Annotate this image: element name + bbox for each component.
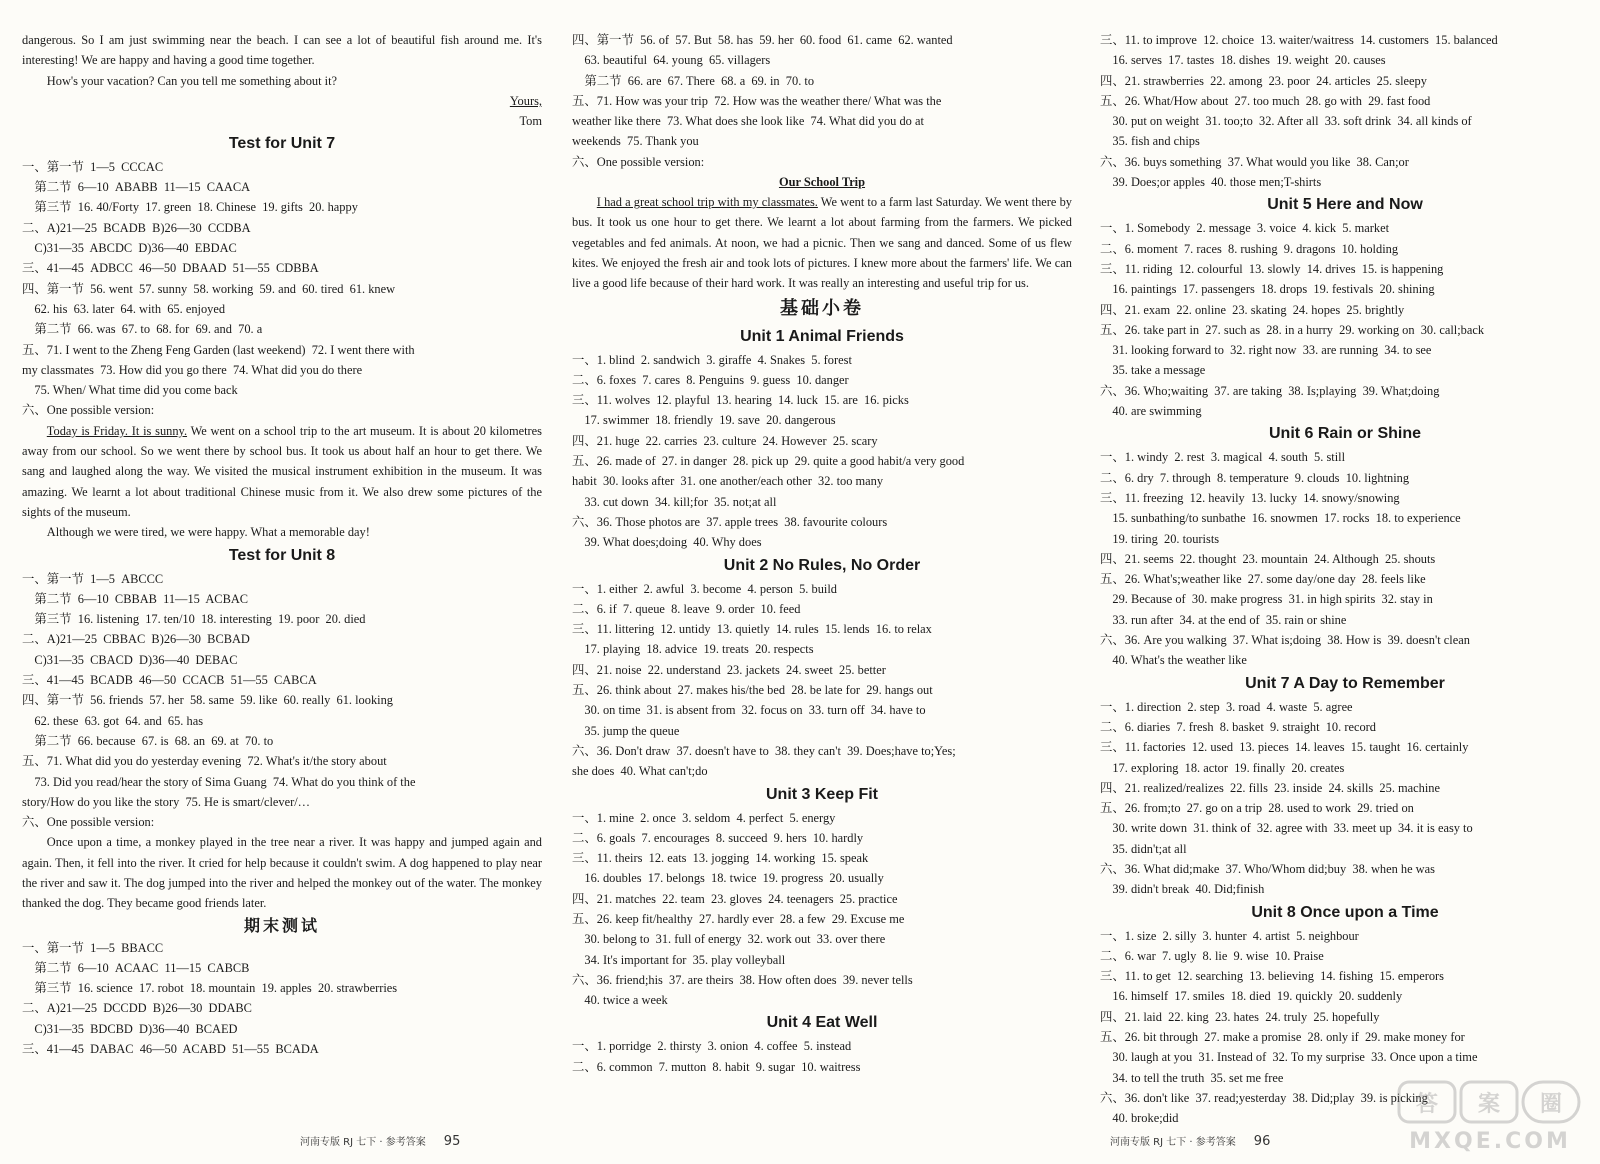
unit7-title: Unit 7 A Day to Remember [1245, 674, 1445, 692]
answer-line: 四、第一节 56. went 57. sunny 58. working 59. and 60. tired 61. knew [22, 281, 396, 296]
answer-line: C)31—35 CBACD D)36—40 DEBAC [22, 652, 238, 667]
essay-topic-sentence: I had a great school trip with my classmates. [596, 195, 818, 210]
answer-line: 二、6. foxes 7. cares 8. Penguins 9. guess 10. danger [572, 372, 849, 387]
answer-line: 四、21. noise 22. understand 23. jackets 24. sweet 25. better [572, 662, 886, 677]
answer-line: 四、21. matches 22. team 23. gloves 24. teenagers 25. practice [572, 891, 898, 906]
answer-line: C)31—35 BDCBD D)36—40 BCAED [22, 1021, 238, 1036]
answer-line: 第三节 16. listening 17. ten/10 18. interesting 19. poor 20. died [22, 612, 366, 627]
answer-line: 五、26. think about 27. makes his/the bed 28. be late for 29. hangs out [572, 683, 933, 698]
answer-line: 第三节 16. 40/Forty 17. green 18. Chinese 19. gifts 20. happy [22, 200, 358, 215]
answer-line: 六、36. friend;his 37. are theirs 38. How often does 39. never tells [572, 972, 913, 987]
answer-line: 31. looking forward to 32. right now 33. are running 34. to see [1100, 343, 1432, 358]
answer-line: 六、36. Don't draw 37. doesn't have to 38. they can't 39. Does;have to;Yes; [572, 743, 956, 758]
answer-line: 第二节 66. was 67. to 68. for 69. and 70. a [22, 322, 263, 337]
answer-line: 二、A)21—25 BCADB B)26—30 CCDBA [22, 220, 251, 235]
letter-intro: dangerous. So I am just swimming near the beach. I can see a lot of beautiful fish around me. It's interesting! We are happy and having a good time together. [22, 33, 542, 68]
svg-text:圈: 圈 [1539, 1092, 1563, 1117]
answer-line: 三、41—45 ADBCC 46—50 DBAAD 51—55 CDBBA [22, 261, 319, 276]
answer-line: 四、21. realized/realizes 22. fills 23. inside 24. skills 25. machine [1100, 780, 1440, 795]
unit6-answers [1100, 447, 1590, 670]
answer-line: 一、1. porridge 2. thirsty 3. onion 4. coffee 5. instead [572, 1039, 852, 1054]
answer-line: 33. cut down 34. kill;for 35. not;at all [572, 494, 777, 509]
answer-line: 30. laugh at you 31. Instead of 32. To my surprise 33. Once upon a time [1100, 1050, 1478, 1065]
answer-line: 33. run after 34. at the end of 35. rain or shine [1100, 612, 1347, 627]
answer-line: 五、26. take part in 27. such as 28. in a hurry 29. working on 30. call;back [1100, 322, 1485, 337]
answer-line: 二、6. diaries 7. fresh 8. basket 9. straight 10. record [1100, 719, 1376, 734]
answer-line: 六、36. Who;waiting 37. are taking 38. Is;playing 39. What;doing [1100, 383, 1440, 398]
answer-line: 五、71. I went to the Zheng Feng Garden (last weekend) 72. I went there with [22, 342, 415, 357]
answer-line: 30. belong to 31. full of energy 32. work out 33. over there [572, 932, 886, 947]
answer-line: 六、36. don't like 37. read;yesterday 38. Did;play 39. is picking [1100, 1090, 1428, 1105]
answer-line: 39. What does;doing 40. Why does [572, 535, 762, 550]
unit2-title: Unit 2 No Rules, No Order [723, 556, 921, 574]
answer-line: 二、6. dry 7. through 8. temperature 9. clouds 10. lightning [1100, 470, 1410, 485]
unit3-answers [572, 808, 1072, 1011]
answer-line: 35. didn't;at all [1100, 841, 1187, 856]
answer-line: 一、第一节 1—5 ABCCC [22, 571, 164, 586]
answer-line: 三、11. freezing 12. heavily 13. lucky 14. snowy/snowing [1100, 490, 1400, 505]
school-trip-essay [572, 192, 1072, 293]
final-test-answers [22, 938, 542, 1060]
answer-line: 16. serves 17. tastes 18. dishes 19. weight 20. causes [1100, 53, 1386, 68]
answer-line: 35. take a message [1100, 363, 1206, 378]
answer-line: 五、26. from;to 27. go on a trip 28. used to work 29. tried on [1100, 801, 1414, 816]
test7-title: Test for Unit 7 [228, 134, 336, 152]
answer-line: 四、21. exam 22. online 23. skating 24. hopes 25. brightly [1100, 302, 1405, 317]
answer-line: 五、71. How was your trip 72. How was the weather there/ What was the [572, 93, 942, 108]
answer-line: she does 40. What can't;do [572, 764, 708, 779]
answer-line: 四、21. huge 22. carries 23. culture 24. However 25. scary [572, 433, 878, 448]
answer-line: 三、11. to get 12. searching 13. believing 14. fishing 15. emperors [1100, 969, 1445, 984]
answer-line: 三、41—45 DABAC 46—50 ACABD 51—55 BCADA [22, 1042, 319, 1057]
answer-line: story/How do you like the story 75. He is smart/clever/… [22, 794, 311, 809]
answer-line: 第三节 16. science 17. robot 18. mountain 19. apples 20. strawberries [22, 981, 398, 996]
test7-essay-end: Although we were tired, we were happy. What a memorable day! [46, 525, 370, 540]
answer-line: 四、21. seems 22. thought 23. mountain 24. Although 25. shouts [1100, 551, 1436, 566]
answer-line: 第二节 66. because 67. is 68. an 69. at 70. to [22, 733, 274, 748]
final-test-title: 期末测试 [243, 915, 320, 935]
answer-line: 六、36. Are you walking 37. What is;doing 38. How is 39. doesn't clean [1100, 633, 1470, 648]
answer-line: 六、36. Those photos are 37. apple trees 38. favourite colours [572, 514, 888, 529]
watermark-logo [1395, 1078, 1585, 1154]
page-number-left: 95 [443, 1134, 461, 1149]
unit3-title: Unit 3 Keep Fit [765, 785, 878, 803]
answer-line: 二、6. common 7. mutton 8. habit 9. sugar 10. waitress [572, 1059, 861, 1074]
unit5-answers [1100, 218, 1590, 421]
answer-line: 30. put on weight 31. too;to 32. After all 33. soft drink 34. all kinds of [1100, 114, 1472, 129]
section-title: 基础小卷 [780, 297, 864, 319]
footer-text-right: 河南专版 RJ 七下 · 参考答案 [1110, 1137, 1236, 1148]
answer-line: 一、1. windy 2. rest 3. magical 4. south 5. still [1100, 450, 1346, 465]
answer-line: 34. to tell the truth 35. set me free [1100, 1070, 1284, 1085]
answer-line: 62. his 63. later 64. with 65. enjoyed [22, 301, 226, 316]
answer-line: 19. tiring 20. tourists [1100, 531, 1220, 546]
letter-signature: Tom [519, 113, 542, 128]
answer-line: 39. Does;or apples 40. those men;T-shirts [1100, 175, 1322, 190]
answer-line: C)31—35 ABCDC D)36—40 EBDAC [22, 241, 237, 256]
essay-body: We went to a farm last Saturday. We went there by bus. It took us one hour to get there. We learnt a lot about farming from the farmers. We picked vegetables and fed animals. At noon, we had a picnic. Then we sang and danced. Some of us flew kites. We enjoyed the fresh air and took lots of pictures. I knew more about the farmers' life. We can live a good life because of their hard work. It was really an interesting and useful trip for us. [572, 195, 1072, 291]
answer-line: habit 30. looks after 31. one another/each other 32. too many [572, 474, 884, 489]
answer-line: 62. these 63. got 64. and 65. has [22, 713, 204, 728]
answer-line: 四、21. laid 22. king 23. hates 24. truly 25. hopefully [1100, 1009, 1380, 1024]
answer-line: 五、26. made of 27. in danger 28. pick up 29. quite a good habit/a very good [572, 454, 965, 469]
answer-line: 40. twice a week [572, 993, 668, 1008]
answer-line: 六、36. What did;make 37. Who/Whom did;buy 38. when he was [1100, 861, 1435, 876]
unit6-title: Unit 6 Rain or Shine [1268, 425, 1421, 443]
answer-line: 三、11. wolves 12. playful 13. hearing 14. luck 15. are 16. picks [572, 393, 909, 408]
footer-left [300, 1133, 460, 1149]
answer-line: 39. didn't break 40. Did;finish [1100, 882, 1265, 897]
middle-column [572, 30, 1072, 1077]
answer-line: 第二节 66. are 67. There 68. a 69. in 70. to [572, 73, 815, 88]
page-number-right: 96 [1253, 1134, 1271, 1149]
answer-line: 四、21. strawberries 22. among 23. poor 24. articles 25. sleepy [1100, 73, 1427, 88]
answer-line: 二、A)21—25 CBBAC B)26—30 BCBAD [22, 632, 250, 647]
answer-line: 二、6. moment 7. races 8. rushing 9. dragons 10. holding [1100, 241, 1399, 256]
answer-line: weekends 75. Thank you [572, 134, 699, 149]
test7-answers [22, 157, 542, 421]
answer-line: 40. are swimming [1100, 404, 1202, 419]
essay-title: Our School Trip [778, 175, 866, 190]
answer-line: 三、11. riding 12. colourful 13. slowly 14. drives 15. is happening [1100, 261, 1444, 276]
footer-text-left: 河南专版 RJ 七下 · 参考答案 [300, 1137, 426, 1148]
answer-line: 一、1. Somebody 2. message 3. voice 4. kick 5. market [1100, 221, 1390, 236]
answer-line: 五、26. bit through 27. make a promise 28. only if 29. make money for [1100, 1030, 1465, 1045]
unit2-answers [572, 579, 1072, 782]
answer-line: 34. It's important for 35. play volleyball [572, 952, 786, 967]
answer-line: 六、36. buys something 37. What would you like 38. Can;or [1100, 154, 1409, 169]
footer-right [1110, 1133, 1270, 1149]
answer-line: 三、11. theirs 12. eats 13. jogging 14. working 15. speak [572, 851, 869, 866]
answer-line: 30. on time 31. is absent from 32. focus on 33. turn off 34. have to [572, 703, 926, 718]
answer-line: 三、11. littering 12. untidy 13. quietly 14. rules 15. lends 16. to relax [572, 622, 932, 637]
answer-line: 16. himself 17. smiles 18. died 19. quickly 20. suddenly [1100, 989, 1403, 1004]
answer-line: 三、11. factories 12. used 13. pieces 14. leaves 15. taught 16. certainly [1100, 740, 1469, 755]
answer-line: my classmates 73. How did you go there 74. What did you do there [22, 362, 363, 377]
letter-sign-off: Yours, [509, 93, 542, 108]
answer-line: 六、One possible version: [22, 815, 155, 830]
answer-line: 五、71. What did you do yesterday evening 72. What's it/the story about [22, 754, 387, 769]
answer-line: 第二节 6—10 ABABB 11—15 CAACA [22, 180, 251, 195]
answer-line: 六、One possible version: [572, 154, 705, 169]
answer-line: 三、11. to improve 12. choice 13. waiter/waitress 14. customers 15. balanced [1100, 33, 1498, 47]
answer-line: 一、1. either 2. awful 3. become 4. person 5. build [572, 581, 837, 596]
answer-line: 五、26. What/How about 27. too much 28. go with 29. fast food [1100, 93, 1431, 108]
answer-line: 二、A)21—25 DCCDD B)26—30 DDABC [22, 1001, 252, 1016]
answer-line: 63. beautiful 64. young 65. villagers [572, 53, 771, 68]
svg-text:答: 答 [1415, 1092, 1439, 1117]
answer-line: 第二节 6—10 ACAAC 11—15 CABCB [22, 960, 250, 975]
answer-line: weather like there 73. What does she look like 74. What did you do at [572, 114, 924, 129]
unit4-answers-continued [1100, 30, 1590, 192]
answer-line: 一、1. size 2. silly 3. hunter 4. artist 5. neighbour [1100, 928, 1359, 943]
svg-text:MXQE.COM: MXQE.COM [1409, 1129, 1571, 1154]
answer-line: 五、26. keep fit/healthy 27. hardly ever 28. a few 29. Excuse me [572, 911, 905, 926]
answer-line: 一、1. mine 2. once 3. seldom 4. perfect 5. energy [572, 810, 836, 825]
answer-line: 六、One possible version: [22, 403, 155, 418]
answer-line: 40. broke;did [1100, 1111, 1179, 1126]
answer-line: 15. sunbathing/to sunbathe 16. snowmen 17. rocks 18. to experience [1100, 511, 1461, 526]
answer-line: 35. fish and chips [1100, 134, 1200, 149]
test8-essay: Once upon a time, a monkey played in the tree near a river. It was happy and jumped again and again. Then, it fell into the river. It cried for help because it couldn't swim. A dog happened to play near the river and saw it. The dog jumped into the river and helped the monkey out of the water. The monkey thanked the dog. They became good friends later. [22, 835, 542, 911]
answer-line: 一、第一节 1—5 BBACC [22, 940, 164, 955]
svg-text:案: 案 [1477, 1092, 1501, 1117]
answer-line: 17. exploring 18. actor 19. finally 20. creates [1100, 760, 1345, 775]
answer-line: 75. When/ What time did you come back [22, 383, 238, 398]
answer-line: 29. Because of 30. make progress 31. in high spirits 32. stay in [1100, 592, 1433, 607]
answer-line: 16. paintings 17. passengers 18. drops 19. festivals 20. shining [1100, 282, 1435, 297]
unit1-title: Unit 1 Animal Friends [740, 327, 904, 345]
answer-line: 三、41—45 BCADB 46—50 CCACB 51—55 CABCA [22, 673, 317, 688]
unit8-title: Unit 8 Once upon a Time [1251, 903, 1439, 921]
test8-answers [22, 569, 542, 833]
essay-topic-sentence: Today is Friday. It is sunny. [46, 423, 188, 438]
answer-line: 17. swimmer 18. friendly 19. save 20. dangerous [572, 413, 836, 428]
unit7-answers [1100, 697, 1590, 900]
answer-line: 第二节 6—10 CBBAB 11—15 ACBAC [22, 591, 249, 606]
answer-line: 二、6. if 7. queue 8. leave 9. order 10. feed [572, 601, 801, 616]
test8-title: Test for Unit 8 [228, 546, 336, 564]
answer-line: 16. doubles 17. belongs 18. twice 19. progress 20. usually [572, 871, 884, 886]
answer-line: 35. jump the queue [572, 723, 680, 738]
essay-body: We went on a school trip to the art museum. It is about 20 kilometres away from our school. So we went there by school bus. It took us about half an hour to get there. We sang and laughed along the way. We visited the musical instrument exhibition in the museum. It was amazing. We learnt a lot about traditional Chinese music from it. We also drew some pictures of the sights of the museum. [22, 423, 542, 519]
left-column [22, 30, 542, 1059]
unit4-title: Unit 4 Eat Well [766, 1014, 878, 1032]
test7-essay [22, 421, 542, 522]
answer-line: 二、6. goals 7. encourages 8. succeed 9. hers 10. hardly [572, 830, 864, 845]
answer-line: 一、1. blind 2. sandwich 3. giraffe 4. Snakes 5. forest [572, 352, 852, 367]
unit4-answers [572, 1036, 1072, 1077]
unit1-answers [572, 350, 1072, 553]
answer-line: 二、6. war 7. ugly 8. lie 9. wise 10. Praise [1100, 948, 1324, 963]
final-test-continued [572, 30, 1072, 172]
answer-line: 一、1. direction 2. step 3. road 4. waste 5. agree [1100, 699, 1353, 714]
answer-line: 73. Did you read/hear the story of Sima Guang 74. What do you think of the [22, 774, 416, 789]
right-column [1100, 30, 1590, 1129]
unit5-title: Unit 5 Here and Now [1267, 196, 1423, 214]
answer-line: 四、第一节 56. of 57. But 58. has 59. her 60. food 61. came 62. wanted [572, 33, 953, 47]
answer-line: 四、第一节 56. friends 57. her 58. same 59. like 60. really 61. looking [22, 693, 393, 708]
answer-line: 30. write down 31. think of 32. agree with 33. meet up 34. it is easy to [1100, 821, 1473, 836]
answer-line: 五、26. What's;weather like 27. some day/one day 28. feels like [1100, 572, 1426, 587]
letter-question: How's your vacation? Can you tell me something about it? [46, 73, 338, 88]
answer-line: 40. What's the weather like [1100, 653, 1247, 668]
answer-line: 17. playing 18. advice 19. treats 20. respects [572, 642, 814, 657]
answer-line: 一、第一节 1—5 CCCAC [22, 159, 164, 174]
